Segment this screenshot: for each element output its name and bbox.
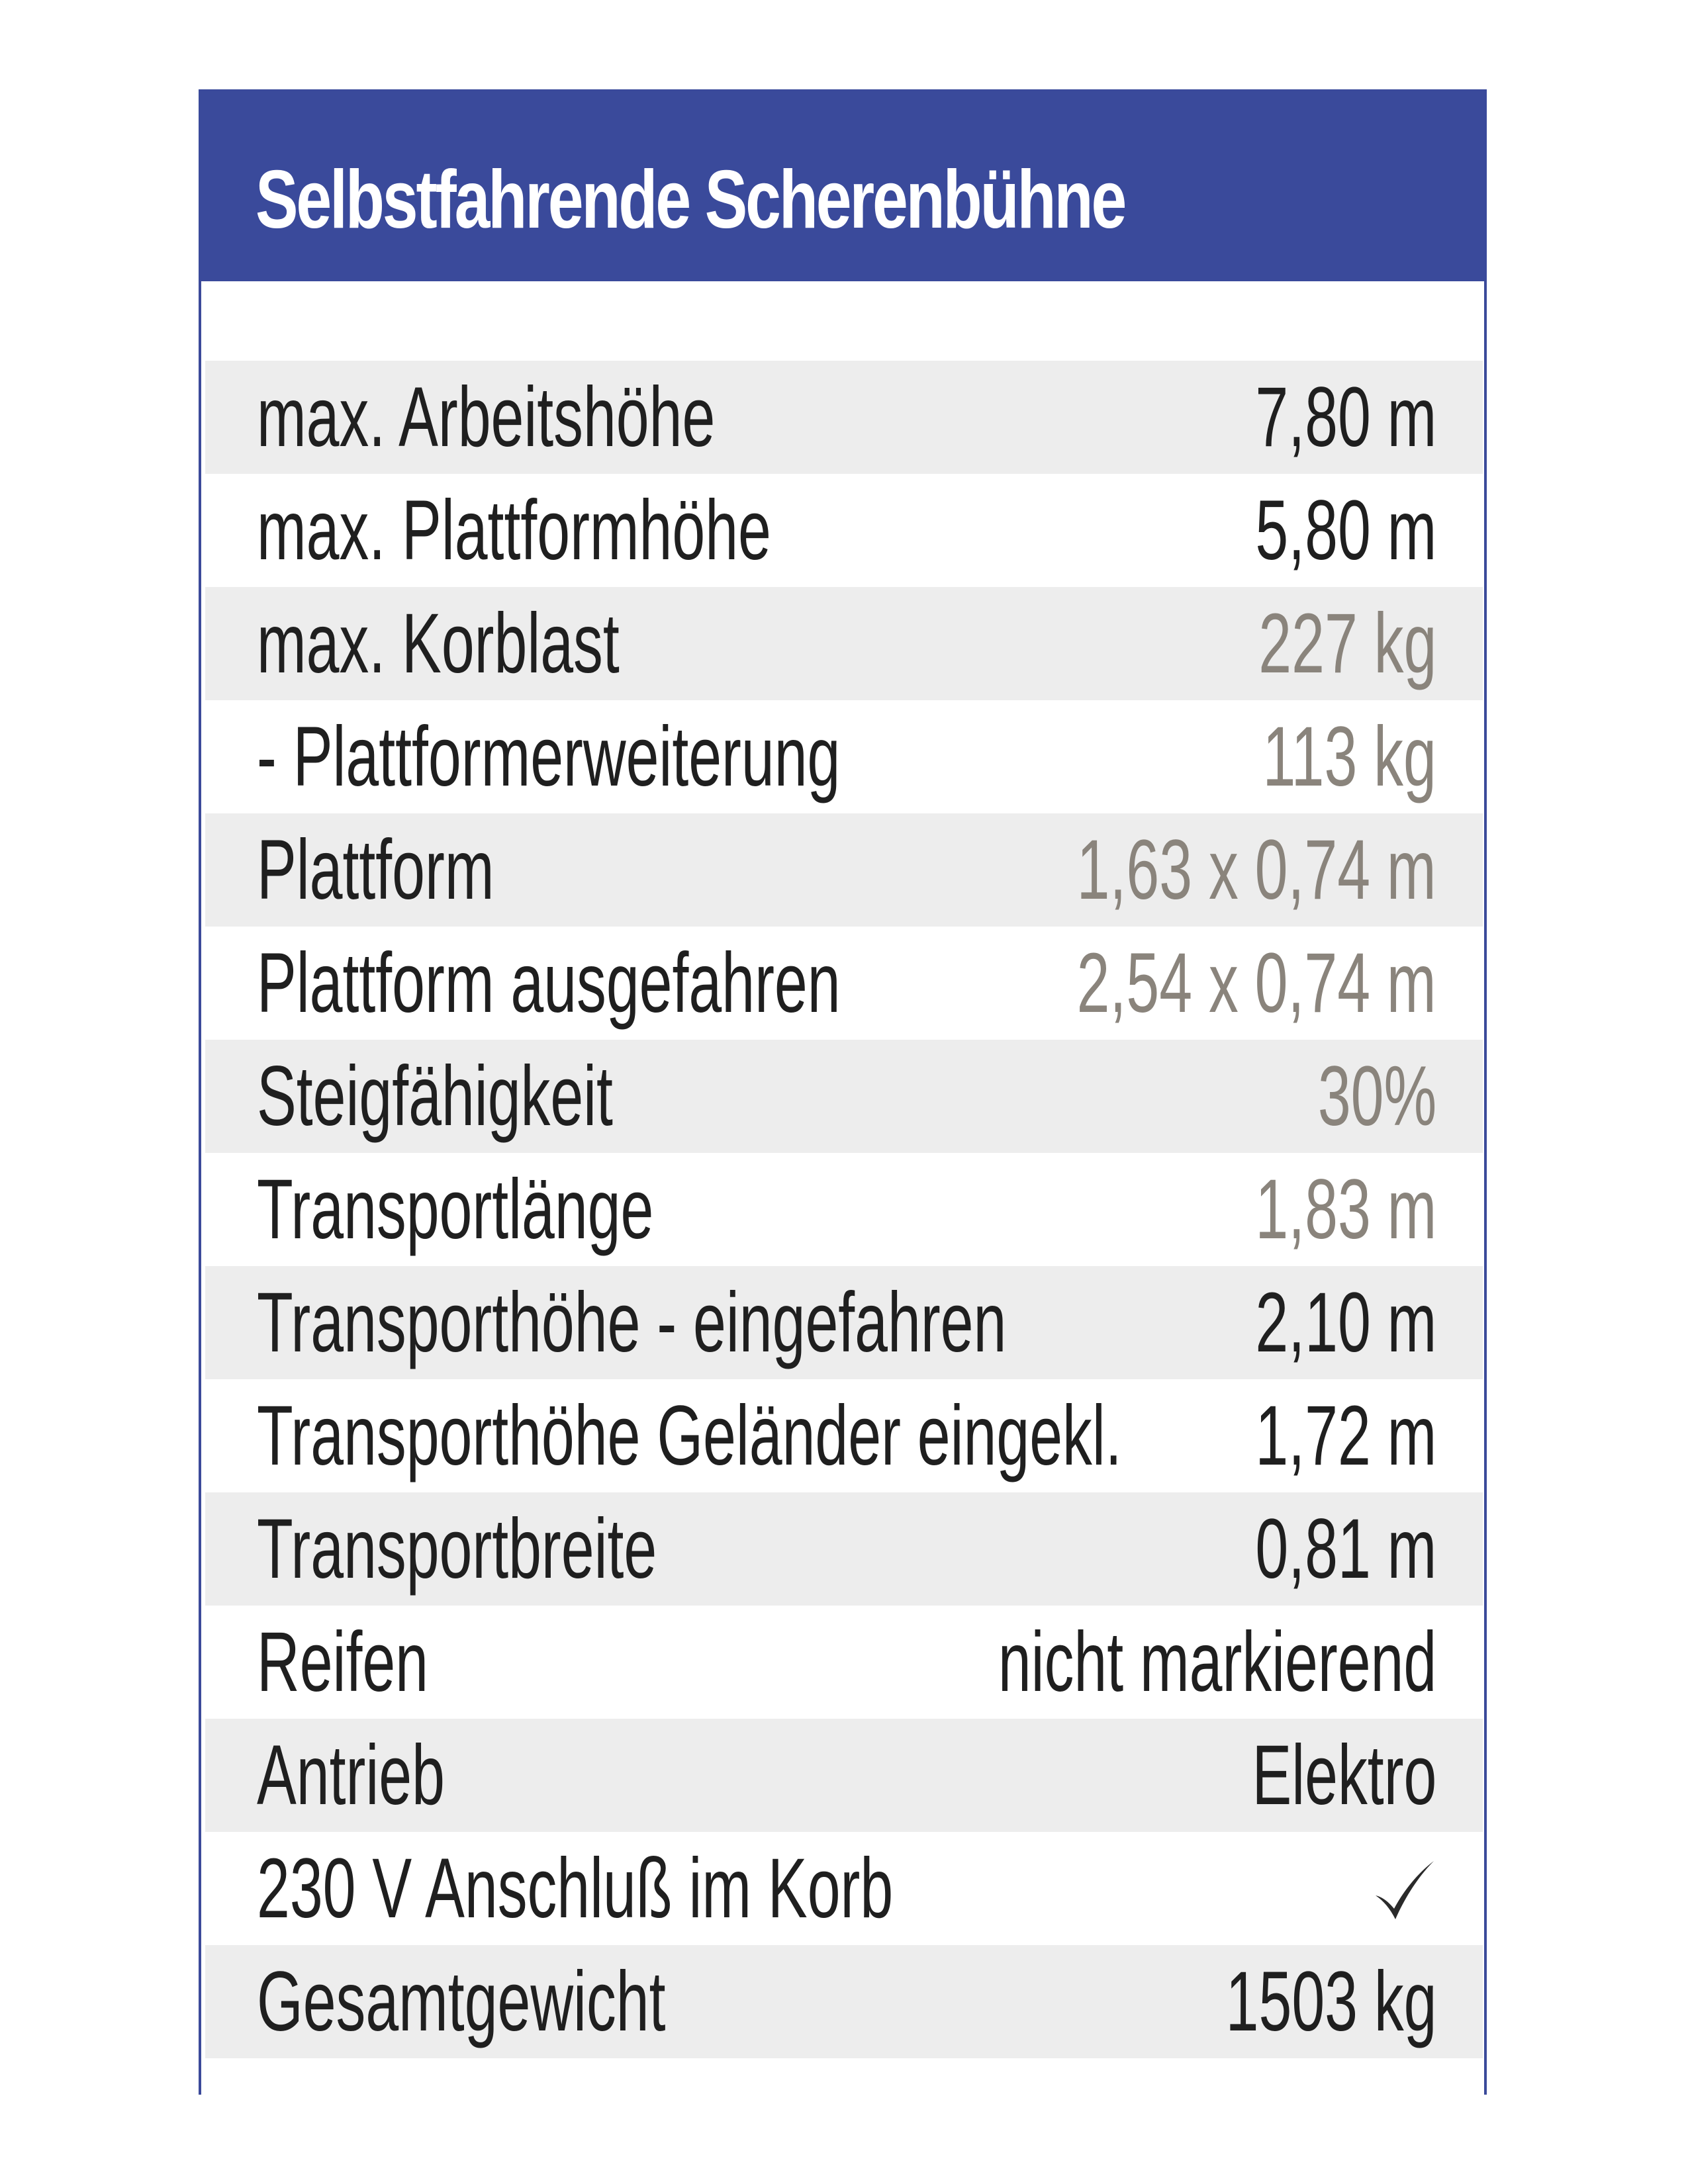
spec-value: 2,10 m — [1255, 1275, 1436, 1370]
spec-value: 1503 kg — [1225, 1954, 1436, 2049]
spec-label: Reifen — [257, 1615, 428, 1709]
spec-label: Steigfähigkeit — [257, 1049, 613, 1144]
spec-table — [205, 361, 1483, 2058]
spec-value: 5,80 m — [1255, 483, 1436, 578]
spec-row-transporthoehe-eingefahren — [205, 1266, 1483, 1379]
spec-row-transporthoehe-gelaender — [205, 1379, 1483, 1492]
spec-label: Transporthöhe - eingefahren — [257, 1275, 1007, 1370]
spec-row-plattform-ausgefahren — [205, 927, 1483, 1040]
spec-value: 113 kg — [1262, 709, 1436, 804]
spec-value: 2,54 x 0,74 m — [1077, 936, 1436, 1030]
spec-card — [199, 89, 1487, 2095]
spec-row-plattformhoehe — [205, 474, 1483, 587]
spec-label: Transportbreite — [257, 1502, 657, 1596]
spec-row-anschluss — [205, 1832, 1483, 1945]
spec-row-transportlaenge — [205, 1153, 1483, 1266]
spec-row-korblast — [205, 587, 1483, 700]
spec-label: Plattform ausgefahren — [257, 936, 841, 1030]
spec-label: Plattform — [257, 823, 494, 917]
spec-label: Transportlänge — [257, 1162, 654, 1257]
check-icon — [1370, 1857, 1436, 1923]
spec-label: 230 V Anschluß im Korb — [257, 1841, 894, 1936]
spec-row-antrieb — [205, 1719, 1483, 1832]
page-title: Selbstfahrende Scherenbühne — [256, 154, 1125, 246]
spec-row-transportbreite — [205, 1492, 1483, 1606]
spec-row-gesamtgewicht — [205, 1945, 1483, 2058]
spec-row-arbeitshoehe — [205, 361, 1483, 474]
spec-label: - Plattformerweiterung — [257, 709, 841, 804]
spec-value: 30% — [1317, 1049, 1436, 1144]
spec-label: Gesamtgewicht — [257, 1954, 666, 2049]
spec-row-steigfaehigkeit — [205, 1040, 1483, 1153]
spec-value: Elektro — [1252, 1728, 1436, 1823]
spec-label: Transporthöhe Geländer eingekl. — [257, 1388, 1122, 1483]
spec-value: 0,81 m — [1255, 1502, 1436, 1596]
spec-value: 1,63 x 0,74 m — [1077, 823, 1436, 917]
spec-label: Antrieb — [257, 1728, 445, 1823]
spec-label: max. Plattformhöhe — [257, 483, 771, 578]
spec-label: max. Korblast — [257, 596, 620, 691]
spec-value: nicht markierend — [998, 1615, 1436, 1709]
spec-value: 1,83 m — [1255, 1162, 1436, 1257]
spec-row-reifen — [205, 1606, 1483, 1719]
spec-value: 227 kg — [1258, 596, 1436, 691]
spec-value: 7,80 m — [1255, 370, 1436, 465]
spec-label: max. Arbeitshöhe — [257, 370, 716, 465]
spec-row-plattform — [205, 813, 1483, 927]
spec-row-plattformerweiterung — [205, 700, 1483, 813]
spec-value: 1,72 m — [1255, 1388, 1436, 1483]
header-bar — [199, 89, 1487, 281]
